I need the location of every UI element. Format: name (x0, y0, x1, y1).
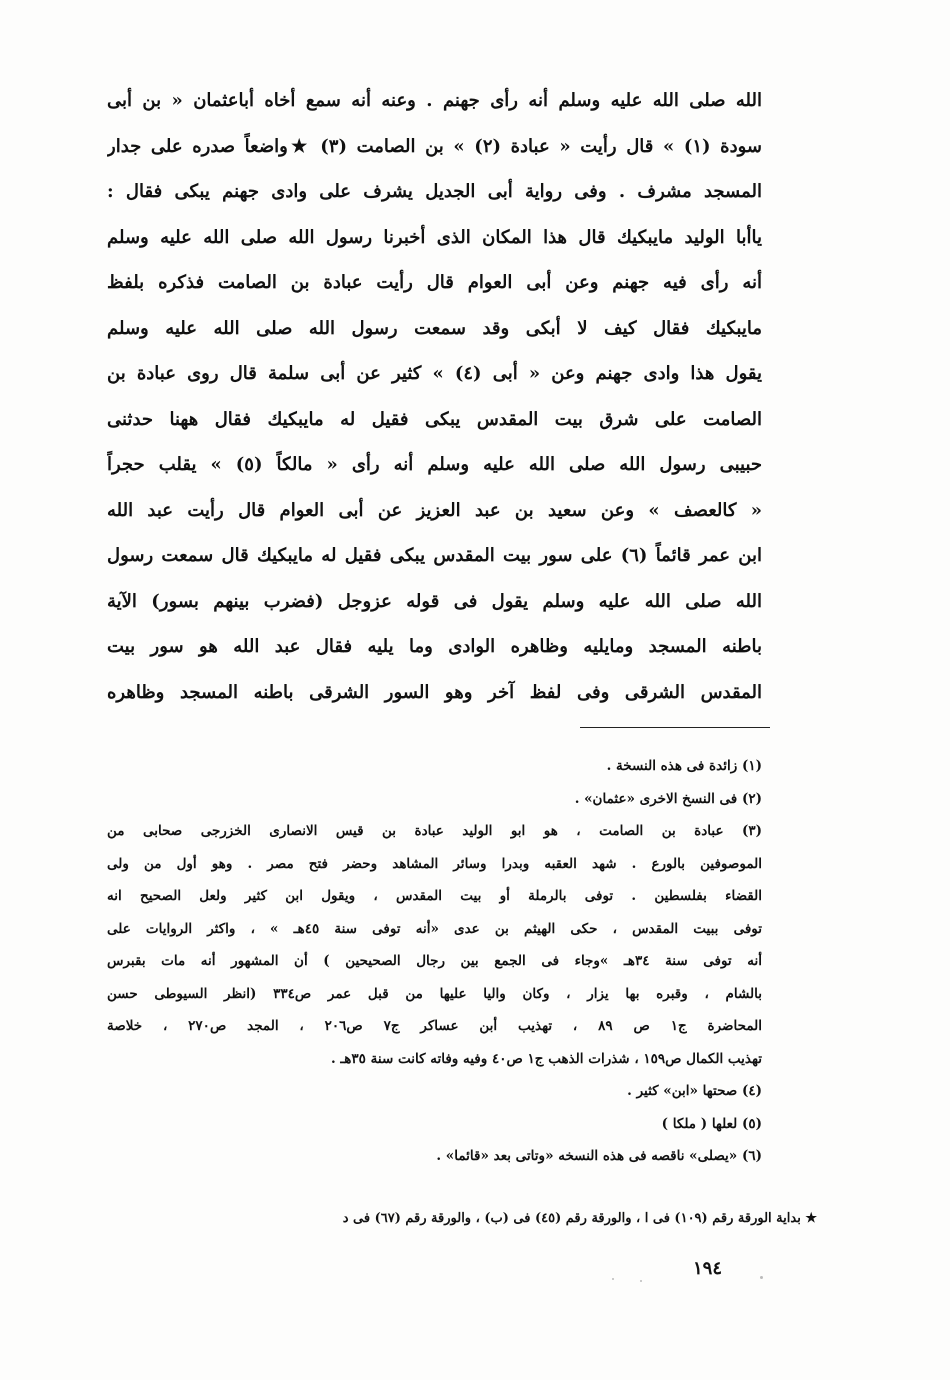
main-text-line: المسجد مشرف . وفى رواية أبى الجديل يشرف على وادى جهنم يبكى فقال : (107, 181, 762, 202)
scan-speck (760, 1276, 763, 1279)
main-text-line: الله صلى الله عليه وسلم يقول فى قوله عزوجل (فضرب بينهم بسور) الآية (107, 590, 762, 612)
footnote-3-line: تهذيب الكمال ص١٥٩ ، شذرات الذهب ج١ ص٤٠ وفيه وفاته كانت سنة ٣٥هـ . (330, 1050, 762, 1067)
scan-speck (612, 1278, 614, 1280)
main-text-line: المقدس الشرقى وفى لفظ آخر وهو السور الشرقى باطنه المسجد وظاهره (107, 681, 762, 703)
main-text-line: ابن عمر قائماً (٦) على سور بيت المقدس يبكى فقيل له مايبكيك قال سمعت رسول (107, 545, 762, 566)
main-text-line: الله صلى الله عليه وسلم أنه رأى جهنم . وعنه أنه سمع أخاه أباعثمان « بن أبى (107, 90, 762, 111)
footnote-3-line: الموصوفين بالورع . شهد العقبه وبدرا وسائر المشاهد وحضر فتح مصر . وهو أول من ولى (107, 855, 762, 872)
main-text-line: حبيبى رسول الله صلى الله عليه وسلم أنه رأى « مالكاً (٥) » يقلب حجراً (107, 454, 762, 475)
footnote-5: (٥) لعلها ( ملكا ) (661, 1115, 762, 1132)
main-text-line: ياأبا الوليد مايبكيك قال هذا المكان الذى أخبرنا رسول الله صلى الله عليه وسلم (107, 226, 762, 248)
footnote-2: (٢) فى النسخ الاخرى «عثمان» . (574, 790, 762, 807)
main-text-line: الصامت على شرق بيت المقدس يبكى فقيل له مايبكيك فقال ههنا حدثنى (107, 408, 762, 430)
footnote-3-line: (٣) عبادة بن الصامت ، هو ابو الوليد عبادة بن قيس الانصارى الخزرجى صحابى من (107, 823, 762, 839)
footnote-3-line: توفى ببيت المقدس ، حكى الهيثم بن عدى «أنه توفى سنة ٤٥هـ » ، واكثر الروايات على (107, 920, 762, 937)
main-text-body (107, 78, 762, 715)
main-text-line: باطنه المسجد ومايليه وظاهره الوادى وما يليه فقال عبد الله هو سور بيت (107, 636, 762, 657)
footnote-3-line: بالشام ، وقبره بها يزار ، وكان واليا عليها من قبل عمر ص٣٣٤ (انظر السيوطى حسن (107, 985, 762, 1002)
main-text-line: أنه رأى فيه جهنم وعن أبى العوام قال رأيت عبادة بن الصامت فذكره بلفظ (107, 272, 762, 293)
footnote-3-line: المحاضرة ج١ ص ٨٩ ، تهذيب أبن عساكر ج٧ ص٢٠٦ ، المجد ص٢٧٠ ، خلاصة (107, 1018, 762, 1034)
scan-speck (640, 1280, 642, 1282)
footnote-3-line: القضاء بفلسطين . توفى بالرملة أو بيت المقدس ، ويقول ابن كثير ولعل الصحيح انه (107, 888, 762, 904)
page-number: ١٩٤ (693, 1258, 723, 1279)
manuscript-folio-note: ★ بداية الورقة رقم (١٠٩) فى ا ، والورقة رقم (٤٥) فى (ب) ، والورقة رقم (٦٧) فى د (342, 1211, 817, 1226)
footnotes-section (107, 750, 762, 1173)
footnote-separator (580, 727, 770, 728)
main-text-line: مايبكيك فقال كيف لا أبكى وقد سمعت رسول الله صلى الله عليه وسلم (107, 317, 762, 339)
footnote-3-line: أنه توفى سنة ٣٤هـ »وجاء فى الجمع بين رجال الصحيحين ) أن المشهور أنه مات بقبرس (107, 953, 762, 969)
main-text-line: سودة (١) » قال رأيت « عبادة (٢) » بن الصامت (٣) ★واضعاً صدره على جدار (107, 135, 762, 157)
footnote-4: (٤) صحتها «ابن» كثير . (627, 1083, 762, 1099)
footnote-1: (١) زائدة فى هذه النسخة . (606, 758, 762, 774)
footnote-6: (٦) «يصلى» ناقصه فى هذه النسخه «وتاتى بعد «قائما» . (436, 1148, 762, 1164)
main-text-line: يقول هذا وادى جهنم وعن « أبى (٤) » كثير عن أبى سلمة قال روى عبادة بن (107, 363, 762, 384)
main-text-line: « كالعصف » وعن سعيد بن عبد العزيز عن أبى العوام قال رأيت عبد الله (107, 499, 762, 521)
